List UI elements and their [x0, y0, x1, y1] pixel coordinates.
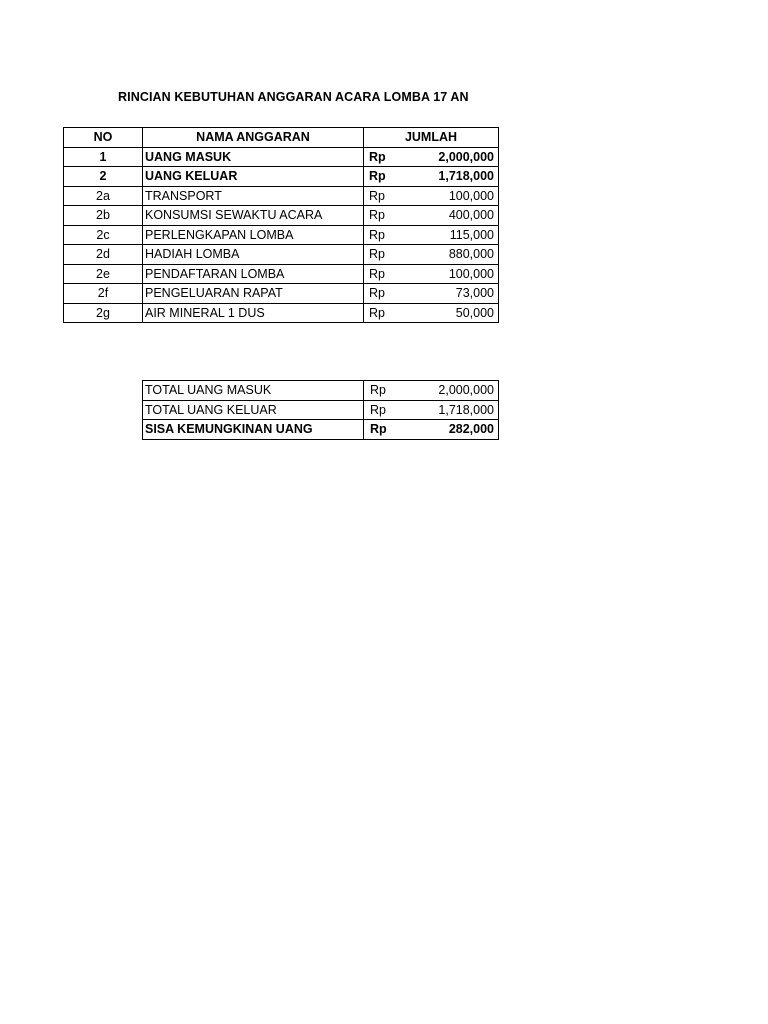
summary-amount: 2,000,000 [422, 381, 499, 401]
currency-label: Rp [364, 284, 422, 304]
budget-table-header-row [64, 128, 499, 148]
amount-value: 115,000 [422, 225, 499, 245]
amount-value: 73,000 [422, 284, 499, 304]
budget-item-name: PENGELUARAN RAPAT [143, 284, 364, 304]
column-header-no: NO [64, 128, 143, 148]
currency-label: Rp [364, 186, 422, 206]
budget-table-row [64, 225, 499, 245]
row-number: 2c [64, 225, 143, 245]
budget-item-name: KONSUMSI SEWAKTU ACARA [143, 206, 364, 226]
row-number: 2 [64, 167, 143, 187]
currency-label: Rp [364, 303, 422, 323]
currency-label: Rp [364, 381, 422, 401]
summary-amount: 282,000 [422, 420, 499, 440]
budget-item-name: HADIAH LOMBA [143, 245, 364, 265]
currency-label: Rp [364, 167, 422, 187]
row-number: 2a [64, 186, 143, 206]
budget-table-row [64, 264, 499, 284]
summary-amount: 1,718,000 [422, 400, 499, 420]
row-number: 2f [64, 284, 143, 304]
currency-label: Rp [364, 225, 422, 245]
currency-label: Rp [364, 147, 422, 167]
row-number: 2g [64, 303, 143, 323]
budget-item-name: AIR MINERAL 1 DUS [143, 303, 364, 323]
currency-label: Rp [364, 264, 422, 284]
currency-label: Rp [364, 206, 422, 226]
budget-table-row [64, 284, 499, 304]
column-header-name: NAMA ANGGARAN [143, 128, 364, 148]
currency-label: Rp [364, 400, 422, 420]
budget-item-name: PERLENGKAPAN LOMBA [143, 225, 364, 245]
budget-table-row [64, 147, 499, 167]
summary-table [142, 380, 499, 440]
budget-table-row [64, 167, 499, 187]
amount-value: 2,000,000 [422, 147, 499, 167]
currency-label: Rp [364, 420, 422, 440]
amount-value: 1,718,000 [422, 167, 499, 187]
column-header-amount: JUMLAH [364, 128, 499, 148]
summary-row [143, 420, 499, 440]
document-title: RINCIAN KEBUTUHAN ANGGARAN ACARA LOMBA 17 AN [118, 90, 469, 104]
amount-value: 400,000 [422, 206, 499, 226]
summary-row [143, 381, 499, 401]
summary-label: TOTAL UANG KELUAR [143, 400, 364, 420]
row-number: 1 [64, 147, 143, 167]
budget-table [63, 127, 499, 323]
summary-row [143, 400, 499, 420]
budget-item-name: TRANSPORT [143, 186, 364, 206]
amount-value: 100,000 [422, 264, 499, 284]
row-number: 2d [64, 245, 143, 265]
budget-table-row [64, 303, 499, 323]
amount-value: 100,000 [422, 186, 499, 206]
amount-value: 880,000 [422, 245, 499, 265]
amount-value: 50,000 [422, 303, 499, 323]
budget-table-row [64, 245, 499, 265]
budget-item-name: UANG KELUAR [143, 167, 364, 187]
budget-table-row [64, 206, 499, 226]
summary-label: TOTAL UANG MASUK [143, 381, 364, 401]
budget-item-name: UANG MASUK [143, 147, 364, 167]
budget-item-name: PENDAFTARAN LOMBA [143, 264, 364, 284]
row-number: 2e [64, 264, 143, 284]
summary-label: SISA KEMUNGKINAN UANG [143, 420, 364, 440]
budget-table-row [64, 186, 499, 206]
currency-label: Rp [364, 245, 422, 265]
row-number: 2b [64, 206, 143, 226]
